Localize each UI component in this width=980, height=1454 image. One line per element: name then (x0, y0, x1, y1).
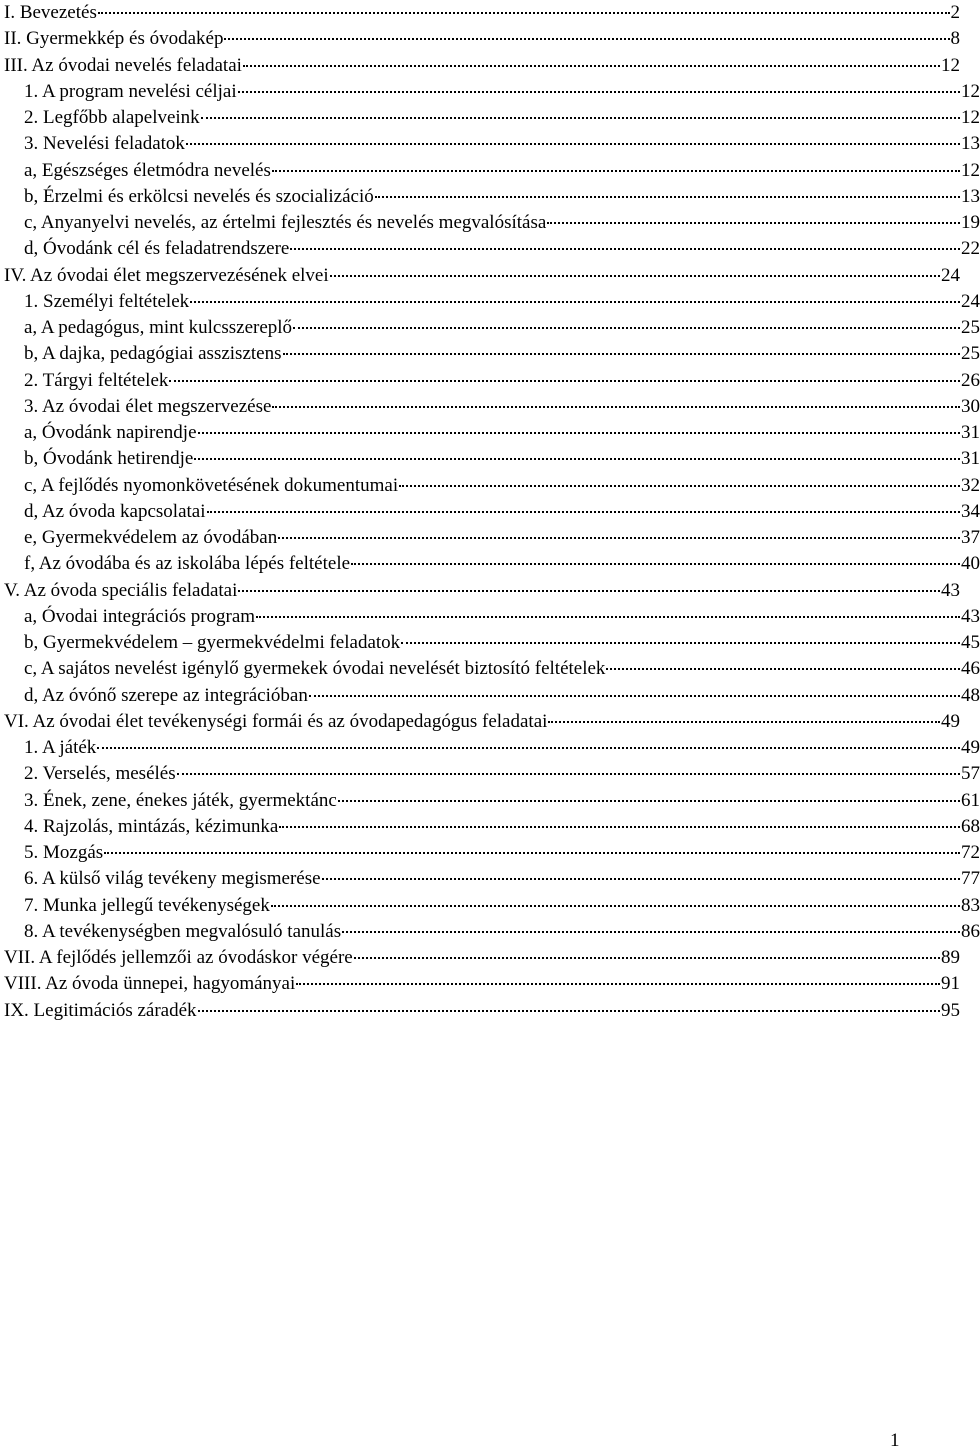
dot-leader (375, 196, 960, 198)
toc-entry[interactable] (0, 683, 980, 709)
toc-entry[interactable] (0, 263, 960, 289)
dot-leader (194, 458, 960, 460)
toc-entry-page: 2 (950, 2, 960, 23)
toc-entry-title: b, A dajka, pedagógiai asszisztens (24, 343, 282, 365)
toc-entry-page: 12 (961, 159, 980, 181)
toc-entry-page: 49 (961, 737, 980, 758)
toc-entry[interactable] (0, 341, 980, 367)
dot-leader (309, 695, 960, 697)
toc-entry-title: I. Bevezetés (4, 2, 97, 23)
dot-leader (272, 170, 960, 172)
dot-leader (207, 511, 960, 513)
toc-entry-page: 31 (961, 448, 980, 470)
toc-entry-page: 12 (961, 107, 980, 128)
toc-entry-page: 24 (961, 290, 980, 312)
dot-leader (238, 590, 940, 592)
toc-entry-title: 8. A tevékenységben megvalósuló tanulás (24, 920, 342, 942)
toc-entry[interactable] (0, 394, 980, 420)
toc-entry[interactable] (0, 53, 960, 79)
toc-entry[interactable] (0, 105, 980, 131)
toc-entry-title: b, Gyermekvédelem – gyermekvédelmi feladatok (24, 632, 401, 653)
dot-leader (322, 878, 960, 880)
toc-entry-title: 3. Nevelési feladatok (24, 133, 185, 155)
toc-entry-title: d, Az óvoda kapcsolatai (24, 500, 206, 522)
dot-leader (98, 12, 950, 14)
toc-entry-page: 34 (961, 500, 980, 522)
toc-entry-title: e, Gyermekvédelem az óvodában (24, 527, 278, 548)
toc-entry-title: c, A sajátos nevelést igénylő gyermekek óvodai nevelését biztosító feltételek (24, 658, 606, 680)
toc-entry-title: 2. Tárgyi feltételek (24, 369, 169, 391)
toc-entry[interactable] (0, 368, 980, 394)
toc-entry-title: a, Óvodánk napirendje (24, 422, 197, 443)
dot-leader (296, 983, 940, 985)
toc-entry-page: 45 (961, 632, 980, 653)
toc-entry[interactable] (0, 315, 980, 341)
dot-leader (354, 957, 940, 959)
toc-entry-title: b, Érzelmi és erkölcsi nevelés és szocializáció (24, 185, 374, 207)
toc-entry-page: 25 (961, 317, 980, 338)
toc-entry[interactable] (0, 79, 980, 105)
dot-leader (177, 773, 960, 775)
toc-entry[interactable] (0, 604, 980, 630)
toc-entry-title: 6. A külső világ tevékeny megismerése (24, 868, 321, 890)
dot-leader (198, 1010, 940, 1012)
dot-leader (238, 91, 960, 93)
toc-entry[interactable] (0, 788, 980, 814)
dot-leader (272, 406, 960, 408)
toc-entry[interactable] (0, 971, 960, 997)
toc-entry[interactable] (0, 656, 980, 682)
toc-entry-page: 12 (961, 80, 980, 102)
toc-entry-title: c, Anyanyelvi nevelés, az értelmi fejlesztés és nevelés megvalósítása (24, 212, 547, 233)
toc-entry-title: 1. A játék (24, 737, 97, 758)
toc-entry-page: 89 (941, 947, 960, 968)
toc-entry-page: 13 (961, 185, 980, 207)
toc-entry-title: 3. Ének, zene, énekes játék, gyermektánc (24, 789, 337, 811)
toc-entry-title: a, Óvodai integrációs program (24, 605, 256, 627)
toc-entry[interactable] (0, 761, 980, 787)
toc-entry-title: a, A pedagógus, mint kulcsszereplő (24, 317, 293, 338)
dot-leader (330, 275, 940, 277)
toc-entry[interactable] (0, 210, 980, 236)
toc-entry-title: 7. Munka jellegű tevékenységek (24, 894, 270, 916)
toc-entry[interactable] (0, 945, 960, 971)
dot-leader (201, 117, 960, 119)
toc-entry-title: 1. A program nevelési céljai (24, 80, 237, 102)
toc-entry[interactable] (0, 420, 980, 446)
toc-entry[interactable] (0, 840, 980, 866)
toc-entry-page: 30 (961, 395, 980, 417)
toc-entry-title: VI. Az óvodai élet tevékenységi formái és az óvodapedagógus feladatai (4, 710, 548, 732)
toc-entry[interactable] (0, 866, 980, 892)
toc-entry-page: 37 (961, 527, 980, 548)
toc-entry[interactable] (0, 0, 960, 26)
dot-leader (399, 485, 960, 487)
toc-entry[interactable] (0, 184, 980, 210)
page-number: 1 (890, 1430, 900, 1451)
toc-entry-page: 26 (961, 369, 980, 391)
toc-entry[interactable] (0, 236, 980, 262)
toc-entry-page: 57 (961, 763, 980, 785)
toc-entry-page: 86 (961, 920, 980, 942)
toc-entry-title: 2. Verselés, mesélés (24, 763, 176, 785)
toc-entry-title: VII. A fejlődés jellemzői az óvodáskor végére (4, 947, 353, 968)
toc-entry-page: 43 (941, 579, 960, 601)
toc-entry[interactable] (0, 473, 980, 499)
dot-leader (606, 668, 960, 670)
dot-leader (224, 38, 949, 40)
toc-entry[interactable] (0, 131, 980, 157)
toc-entry-page: 95 (941, 999, 960, 1021)
toc-entry-page: 24 (941, 264, 960, 286)
dot-leader (186, 143, 960, 145)
dot-leader (401, 642, 960, 644)
toc-entry-title: IV. Az óvodai élet megszervezésének elvei (4, 264, 329, 286)
toc-entry-page: 91 (941, 973, 960, 995)
toc-entry-title: d, Óvodánk cél és feladatrendszere (24, 238, 290, 260)
dot-leader (256, 616, 960, 618)
toc-entry[interactable] (0, 525, 980, 551)
toc-entry-title: b, Óvodánk hetirendje (24, 448, 194, 470)
toc-entry[interactable] (0, 814, 980, 840)
toc-entry-page: 61 (961, 789, 980, 811)
toc-entry-page: 13 (961, 133, 980, 155)
dot-leader (279, 826, 960, 828)
dot-leader (283, 353, 961, 355)
toc-entry-page: 32 (961, 474, 980, 496)
dot-leader (293, 327, 960, 329)
toc-entry-page: 43 (961, 605, 980, 627)
dot-leader (338, 800, 960, 802)
dot-leader (243, 65, 940, 67)
toc-entry-title: 5. Mozgás (24, 842, 104, 863)
toc-entry[interactable] (0, 630, 980, 656)
toc-entry-title: c, A fejlődés nyomonkövetésének dokumentumai (24, 474, 399, 496)
dot-leader (104, 852, 960, 854)
dot-leader (271, 905, 960, 907)
toc-entry[interactable] (0, 158, 980, 184)
toc-entry-title: d, Az óvónő szerepe az integrációban (24, 684, 308, 706)
toc-entry-page: 19 (961, 212, 980, 233)
toc-entry[interactable] (0, 709, 960, 735)
dot-leader (351, 563, 960, 565)
toc-entry-title: a, Egészséges életmódra nevelés (24, 159, 271, 181)
toc-entry-page: 22 (961, 238, 980, 260)
toc-entry[interactable] (0, 446, 980, 472)
dot-leader (190, 301, 960, 303)
toc-entry-page: 31 (961, 422, 980, 443)
toc-entry-title: II. Gyermekkép és óvodakép (4, 28, 224, 50)
dot-leader (169, 380, 960, 382)
dot-leader (548, 721, 940, 723)
dot-leader (547, 222, 960, 224)
dot-leader (290, 248, 960, 250)
toc-entry[interactable] (0, 26, 960, 52)
toc-entry-page: 25 (961, 343, 980, 365)
toc-entry-title: IX. Legitimációs záradék (4, 999, 197, 1021)
toc-entry[interactable] (0, 289, 980, 315)
toc-entry[interactable] (0, 998, 960, 1024)
toc-entry-title: 1. Személyi feltételek (24, 290, 190, 312)
toc-entry-title: 3. Az óvodai élet megszervezése (24, 395, 272, 417)
dot-leader (97, 747, 960, 749)
toc-entry[interactable] (0, 578, 960, 604)
toc-entry[interactable] (0, 551, 980, 577)
toc-entry-title: f, Az óvodába és az iskolába lépés feltétele (24, 553, 351, 575)
toc-entry-title: 4. Rajzolás, mintázás, kézimunka (24, 815, 279, 837)
toc-entry-page: 12 (941, 54, 960, 76)
dot-leader (342, 931, 960, 933)
toc-entry-page: 77 (961, 868, 980, 890)
toc-entry-page: 68 (961, 815, 980, 837)
toc-entry-page: 83 (961, 894, 980, 916)
toc-entry-page: 49 (941, 710, 960, 732)
toc-entry-title: 2. Legfőbb alapelveink (24, 107, 200, 128)
toc-entry-title: VIII. Az óvoda ünnepei, hagyományai (4, 973, 296, 995)
toc-entry-page: 8 (950, 28, 960, 50)
toc-entry-page: 72 (961, 842, 980, 863)
toc-entry[interactable] (0, 735, 980, 761)
toc-entry[interactable] (0, 893, 980, 919)
toc-entry-page: 46 (961, 658, 980, 680)
toc-entry[interactable] (0, 919, 980, 945)
toc-entry-page: 40 (961, 553, 980, 575)
dot-leader (198, 432, 960, 434)
toc-entry[interactable] (0, 499, 980, 525)
dot-leader (278, 537, 960, 539)
toc-entry-title: V. Az óvoda speciális feladatai (4, 579, 238, 601)
toc-entry-title: III. Az óvodai nevelés feladatai (4, 54, 242, 76)
toc-entry-page: 48 (961, 684, 980, 706)
